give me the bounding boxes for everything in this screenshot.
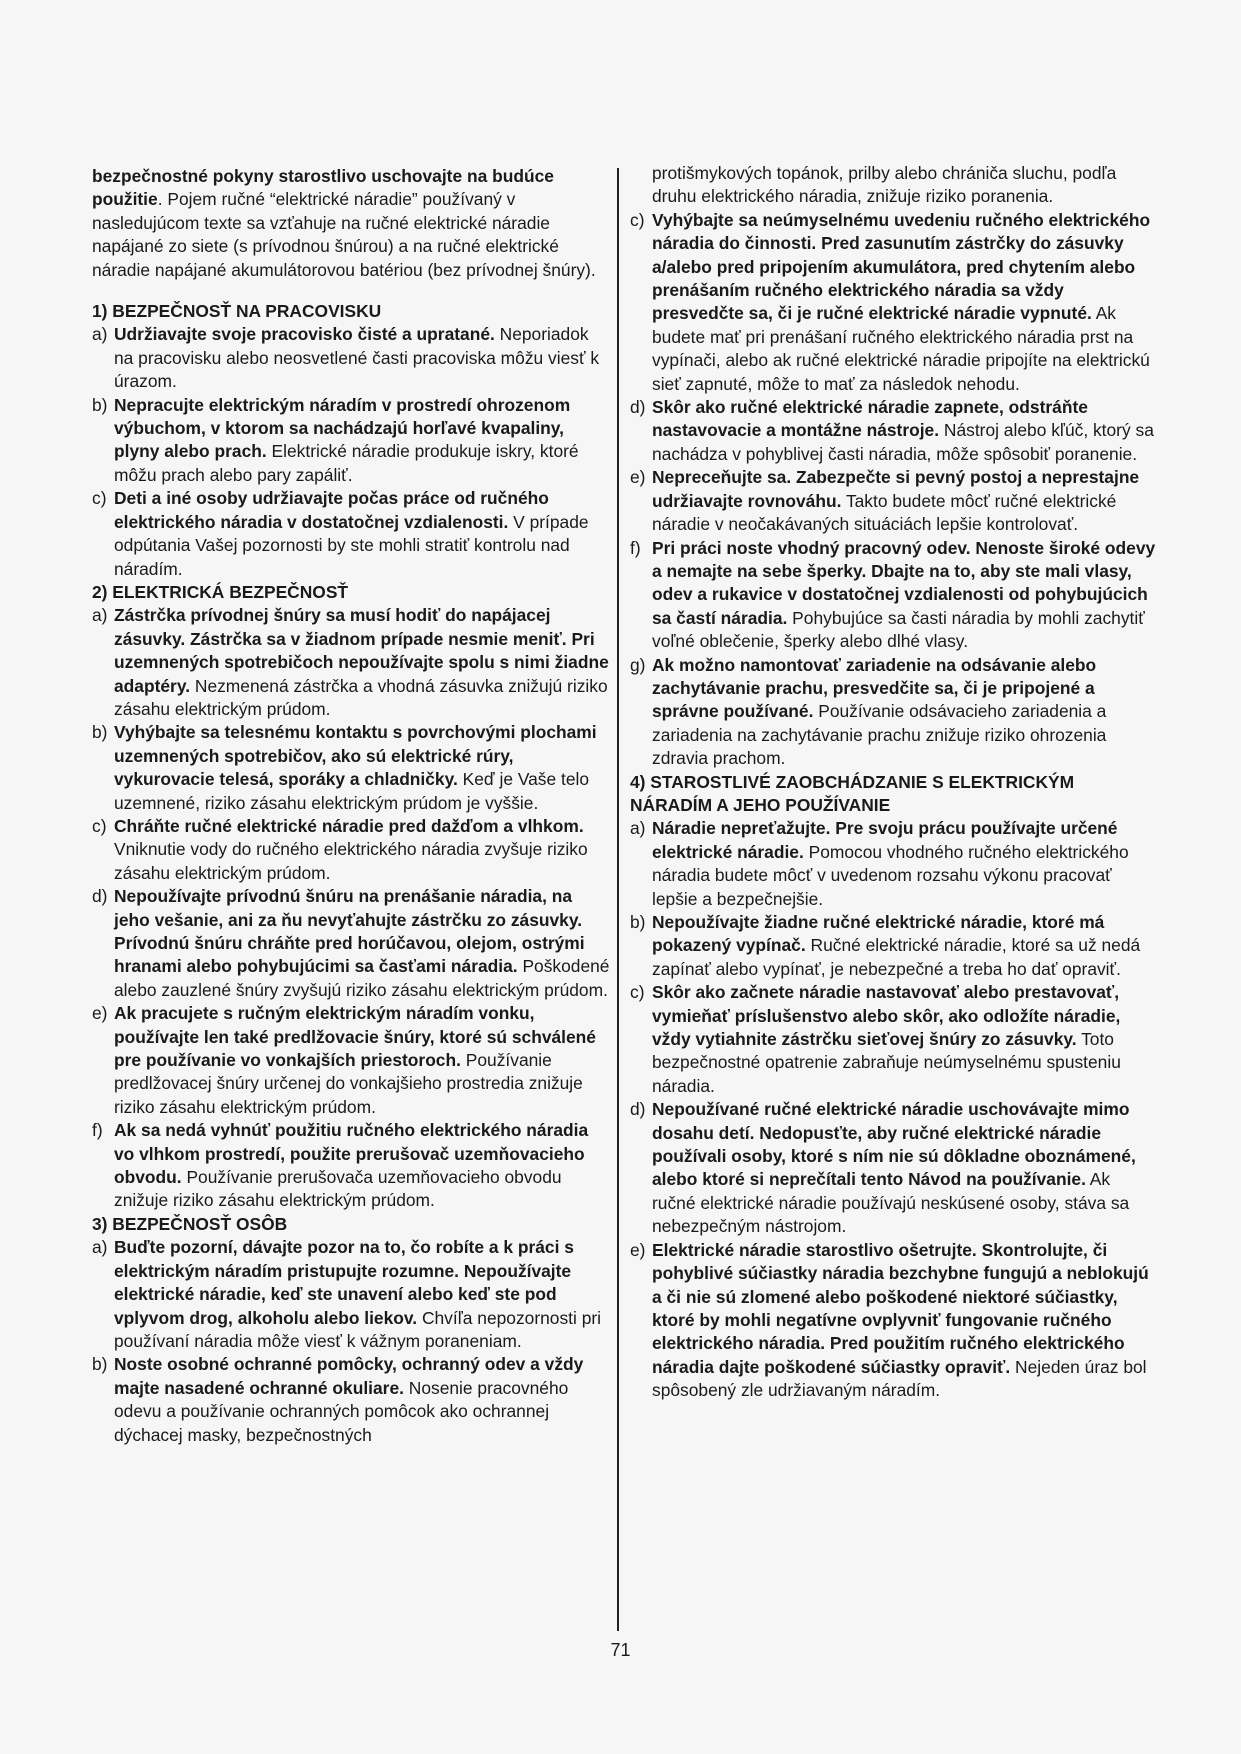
list-item: b) Vyhýbajte sa telesnému kontaktu s povrchovými plochami uzemnených spotrebičov, ako sú elektrické rúry, vykurovacie telesá, sporáky a chladničky. Keď je Vaše telo uzemnené, riziko zásahu elektrickým prúdom je vyššie.	[92, 722, 597, 813]
section-heading-tool-use: 4) STAROSTLIVÉ ZAOBCHÁDZANIE S ELEKTRICKÝM NÁRADÍM A JEHO POUŽÍVANIE	[630, 771, 1075, 815]
page-number: 71	[610, 1640, 631, 1660]
list-item: f) Pri práci noste vhodný pracovný odev. Nenoste široké odevy a nemajte na sebe šperky. Dbajte na to, aby ste mali vlasy, odev a rukavice v dostatočnej vzdialenosti od pohybujúcich sa častí náradia. Pohybujúce sa časti náradia by mohli zachytiť voľné oblečenie, šperky alebo dlhé vlasy.	[630, 537, 1156, 652]
list-item: b) Nepoužívajte žiadne ručné elektrické náradie, ktoré má pokazený vypínač. Ručné elektrické náradie, ktoré sa už nedá zapínať alebo vypínať, je nebezpečné a treba ho dať opraviť.	[630, 912, 1141, 979]
section-heading-electrical: 2) ELEKTRICKÁ BEZPEČNOSŤ	[92, 581, 349, 602]
column-divider	[617, 168, 619, 1631]
list-item: a) Zástrčka prívodnej šnúry sa musí hodiť do napájacej zásuvky. Zástrčka sa v žiadnom prípade nesmie meniť. Pri uzemnených spotrebičoch nepoužívajte spolu s nimi žiadne adaptéry. Nezmenená zástrčka a vhodná zásuvka znižujú riziko zásahu elektrickým prúdom.	[92, 605, 609, 719]
list-item: c) Chráňte ručné elektrické náradie pred dažďom a vlhkom. Vniknutie vody do ručného elektrického náradia zvyšuje riziko zásahu elektrickým prúdom.	[92, 815, 588, 883]
list-item: c) Deti a iné osoby udržiavajte počas práce od ručného elektrického náradia v dostatočnej vzdialenosti. V prípade odpútania Vašej pozornosti by ste mohli stratiť kontrolu nad náradím.	[92, 488, 589, 579]
list-item: e) Ak pracujete s ručným elektrickým náradím vonku, používajte len také predlžovacie šnúry, ktoré sú schválené pre používanie vo vonkajších priestoroch. Používanie predlžovacej šnúry určenej do vonkajšieho prostredia znižuje riziko zásahu elektrickým prúdom.	[92, 1003, 596, 1117]
list-item: a) Buďte pozorní, dávajte pozor na to, čo robíte a k práci s elektrickým náradím pristupujte rozumne. Nepoužívajte elektrické náradie, keď ste unavení alebo keď ste pod vplyvom drog, alkoholu alebo liekov. Chvíľa nepozornosti pri používaní náradia môže viesť k vážnym poraneniam.	[92, 1237, 602, 1351]
list-item: e) Nepreceňujte sa. Zabezpečte si pevný postoj a neprestajne udržiavajte rovnováhu. Takto budete môcť ručné elektrické náradie v neočakávaných situáciách lepšie kontrolovať.	[630, 467, 1140, 535]
section-heading-personal: 3) BEZPEČNOSŤ OSÔB	[92, 1213, 288, 1234]
list-item: b) Noste osobné ochranné pomôcky, ochranný odev a vždy majte nasadené ochranné okuliare. Nosenie pracovného odevu a používanie ochranných pomôcok ako ochrannej dýchacej masky, bezpečnostných	[92, 1354, 584, 1445]
continued-text: protišmykových topánok, prilby alebo chrániča sluchu, podľa druhu elektrického náradia, znižuje riziko poranenia.	[652, 163, 1117, 207]
intro-paragraph: bezpečnostné pokyny starostlivo uschovajte na budúce použitie. Pojem ručné “elektrické náradie” používaný v nasledujúcom texte sa vzťahuje na ručné elektrické náradie napájané zo siete (s prívodnou šnúrou) a na ručné elektrické náradie napájané akumulátorovou batériou (bez prívodnej šnúry).	[92, 166, 596, 280]
list-item: d) Nepoužívané ručné elektrické náradie uschovávajte mimo dosahu detí. Nedopusťte, aby ručné elektrické náradie používali osoby, ktoré s ním nie sú dôkladne oboznámené, alebo ktoré si neprečítali tento Návod na používanie. Ak ručné elektrické náradie používajú neskúsené osoby, stáva sa nebezpečným nástrojom.	[630, 1099, 1136, 1237]
list-item: a) Náradie nepreťažujte. Pre svoju prácu používajte určené elektrické náradie. Pomocou vhodného ručného elektrického náradia budete môcť v uvedenom rozsahu výkonu pracovať lepšie a bezpečnejšie.	[630, 818, 1129, 909]
right-column	[630, 162, 1158, 1403]
list-item: a) Udržiavajte svoje pracovisko čisté a upratané. Neporiadok na pracovisku alebo neosvetlené časti pracoviska môžu viesť k úrazom.	[92, 324, 600, 392]
list-item: g) Ak možno namontovať zariadenie na odsávanie alebo zachytávanie prachu, presvedčite sa, či je pripojené a správne používané. Používanie odsávacieho zariadenia a zariadenia na zachytávanie prachu znižuje riziko ohrozenia zdravia prachom.	[630, 654, 1107, 769]
list-item: f) Ak sa nedá vyhnúť použitiu ručného elektrického náradia vo vlhkom prostredí, použite prerušovač uzemňovacieho obvodu. Používanie prerušovača uzemňovacieho obvodu znižuje riziko zásahu elektrickým prúdom.	[92, 1120, 589, 1211]
list-item: d) Nepoužívajte prívodnú šnúru na prenášanie náradia, na jeho vešanie, ani za ňu nevyťahujte zástrčku zo zásuvky. Prívodnú šnúru chráňte pred horúčavou, olejom, ostrými hranami alebo pohybujúcimi sa časťami náradia. Poškodené alebo zauzlené šnúry zvyšujú riziko zásahu elektrickým prúdom.	[92, 886, 610, 1000]
list-item: d) Skôr ako ručné elektrické náradie zapnete, odstráňte nastavovacie a montážne nástroje. Nástroj alebo kľúč, ktorý sa nachádza v pohyblivej časti náradia, môže spôsobiť poranenie.	[630, 397, 1154, 464]
list-item: b) Nepracujte elektrickým náradím v prostredí ohrozenom výbuchom, v ktorom sa nachádzajú horľavé kvapaliny, plyny alebo prach. Elektrické náradie produkuje iskry, ktoré môžu prach alebo pary zapáliť.	[92, 394, 579, 485]
list-item: e) Elektrické náradie starostlivo ošetrujte. Skontrolujte, či pohyblivé súčiastky náradia bezchybne fungujú a neblokujú a či nie sú zlomené alebo poškodené niektoré súčiastky, ktoré by mohli negatívne ovplyvniť fungovanie ručného elektrického náradia. Pred použitím ručného elektrického náradia dajte poškodené súčiastky opraviť. Nejeden úraz bol spôsobený zle udržiavaným náradím.	[630, 1239, 1149, 1401]
list-item: c) Vyhýbajte sa neúmyselnému uvedeniu ručného elektrického náradia do činnosti. Pred zasunutím zástrčky do zásuvky a/alebo pred pripojením akumulátora, pred chytením alebo prenášaním ručného elektrického náradia sa vždy presvedčte sa, či je ručné elektrické náradie vypnuté. Ak budete mať pri prenášaní ručného elektrického náradia prst na vypínači, alebo ak ručné elektrické náradie pripojíte na elektrickú sieť zapnuté, môže to mať za následok nehodu.	[630, 209, 1151, 394]
list-item: c) Skôr ako začnete náradie nastavovať alebo prestavovať, vymieňať príslušenstvo alebo skôr, ako odložíte náradie, vždy vytiahnite zástrčku sieťovej šnúry zo zásuvky. Toto bezpečnostné opatrenie zabraňuje neúmyselnému spusteniu náradia.	[630, 982, 1121, 1096]
section-heading-workplace: 1) BEZPEČNOSŤ NA PRACOVISKU	[92, 301, 382, 322]
left-column	[92, 165, 612, 1447]
